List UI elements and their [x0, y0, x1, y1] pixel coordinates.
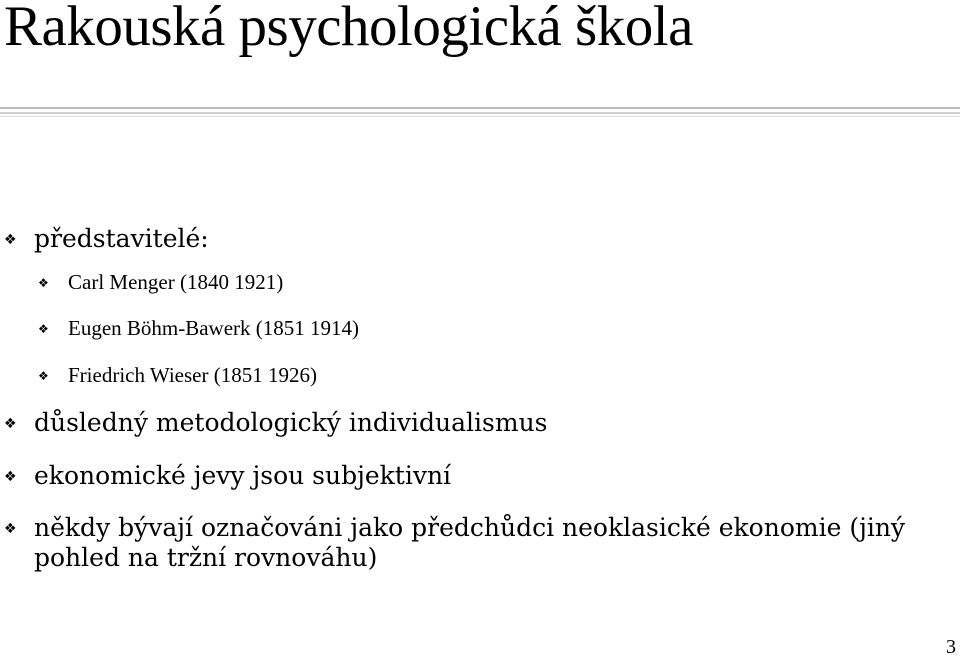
diamond-bullet-icon: ❖ [38, 276, 49, 290]
underline-line-2 [0, 112, 960, 114]
list-item-text: Eugen Böhm-Bawerk (1851 1914) [68, 316, 360, 340]
slide-title: Rakouská psychologická škola [4, 0, 693, 58]
diamond-bullet-icon: ❖ [4, 521, 17, 537]
list-item-text: někdy bývají označováni jako předchůdci neoklasické ekonomie (jiný pohled na tržní rovnováhu) [34, 513, 906, 572]
list-item-text: představitelé: [34, 224, 209, 253]
diamond-bullet-icon: ❖ [4, 416, 17, 432]
diamond-bullet-icon: ❖ [38, 369, 49, 383]
underline-line-1 [0, 107, 960, 109]
diamond-bullet-icon: ❖ [4, 469, 17, 485]
diamond-bullet-icon: ❖ [38, 322, 49, 336]
title-underline [0, 107, 960, 119]
list-item-text: Carl Menger (1840 1921) [68, 270, 284, 294]
underline-line-3 [0, 116, 960, 117]
list-item-text: ekonomické jevy jsou subjektivní [34, 461, 452, 490]
page-number: 3 [946, 636, 956, 658]
list-item-text: důsledný metodologický individualismus [34, 408, 548, 437]
list-item-text: Friedrich Wieser (1851 1926) [68, 363, 317, 387]
diamond-bullet-icon: ❖ [4, 232, 17, 248]
